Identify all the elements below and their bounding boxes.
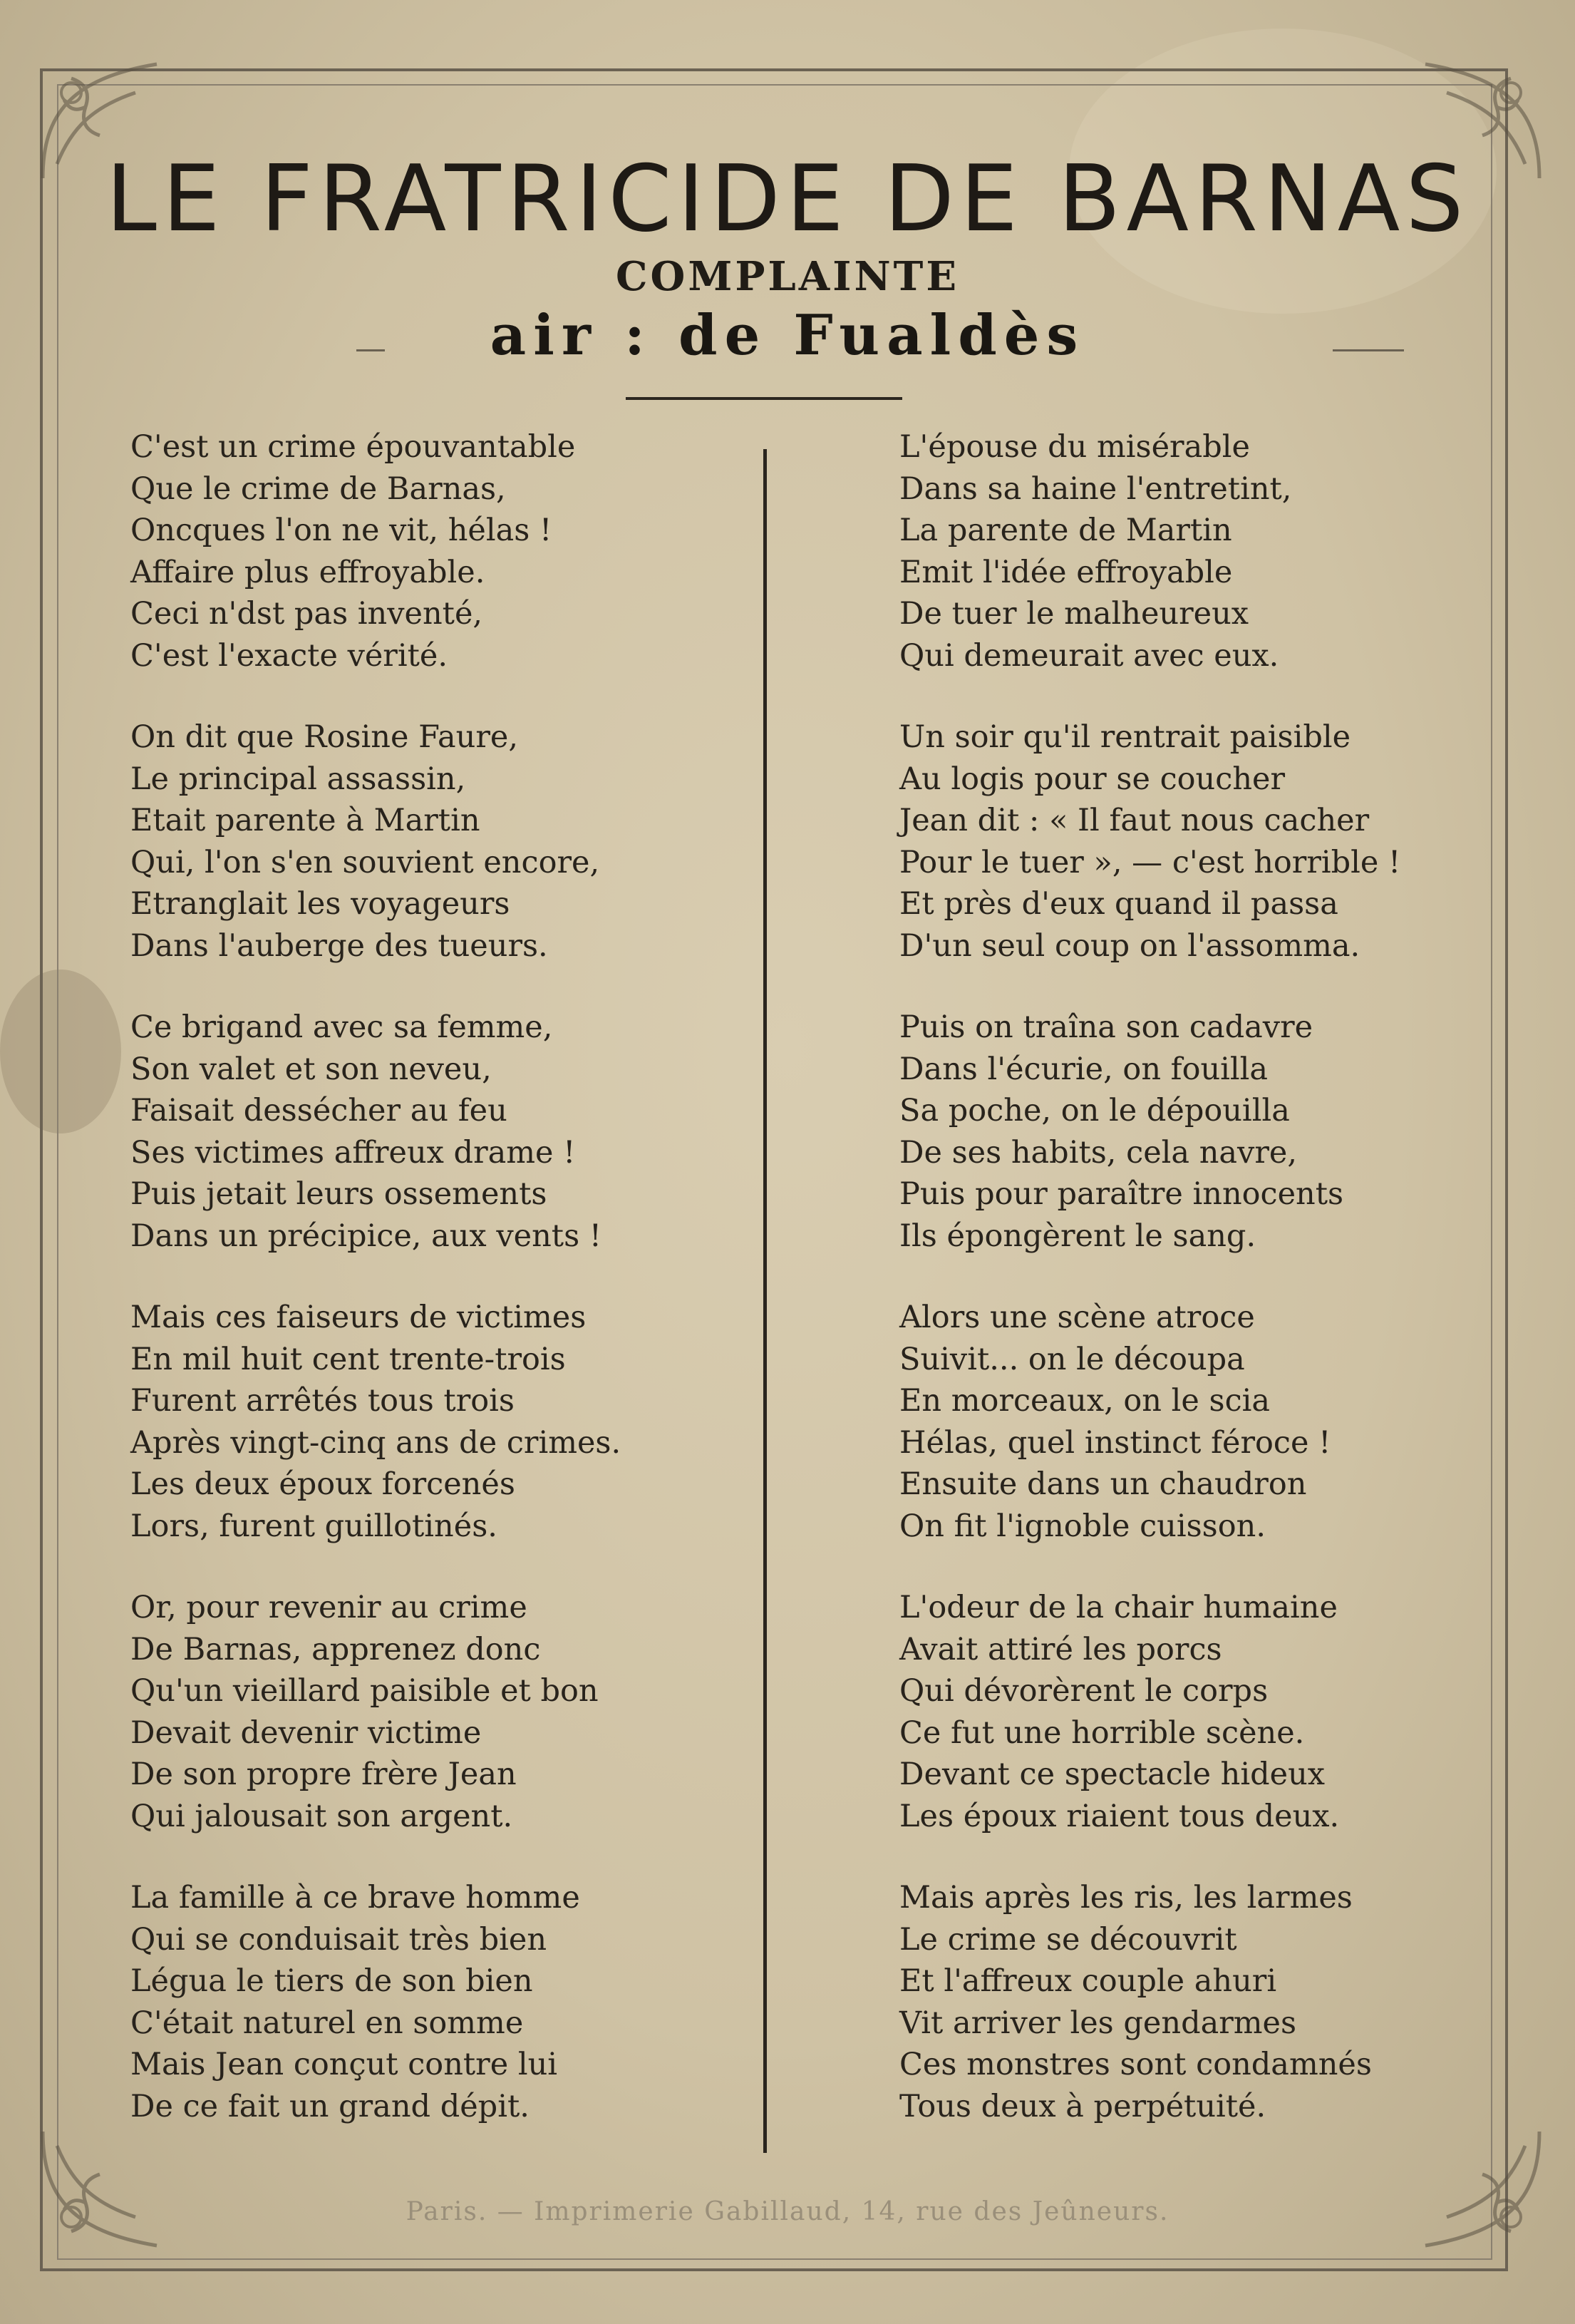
stanza (899, 426, 1541, 677)
verse-line: Puis pour paraître innocents (899, 1176, 1344, 1212)
verse-line: Puis jetait leurs ossements (130, 1176, 547, 1212)
verse-line: Mais ces faiseurs de victimes (130, 1300, 587, 1335)
page-title: LE FRATRICIDE DE BARNAS (105, 146, 1470, 252)
stanza (130, 1587, 772, 1837)
verse-line: Mais Jean conçut contre lui (130, 2047, 558, 2082)
verse-line: Lors, furent guillotinés. (130, 1508, 497, 1544)
verse-line: Ces monstres sont condamnés (899, 2047, 1372, 2082)
verse-line: Ce brigand avec sa femme, (130, 1009, 553, 1045)
right-column (899, 426, 1541, 2167)
subtitle: COMPLAINTE (615, 253, 959, 300)
left-column (130, 426, 772, 2167)
verse-line: Mais après les ris, les larmes (899, 1880, 1353, 1916)
column-divider (763, 449, 767, 2153)
verse-line: C'est un crime épouvantable (130, 429, 576, 465)
verse-line: Au logis pour se coucher (899, 761, 1286, 797)
printer-footer: Paris. — Imprimerie Gabillaud, 14, rue des Jeûneurs. (406, 2197, 1169, 2226)
verse-line: Un soir qu'il rentrait paisible (899, 719, 1351, 755)
verse-line: Le crime se découvrit (899, 1921, 1237, 1958)
verse-line: En mil huit cent trente-trois (130, 1341, 566, 1377)
verse-line: Suivit... on le découpa (899, 1341, 1245, 1377)
verse-line: Après vingt-cinq ans de crimes. (130, 1424, 621, 1461)
verse-line: Les deux époux forcenés (130, 1466, 515, 1502)
verse-line: Dans sa haine l'entretint, (899, 471, 1292, 507)
verse-line: Ce fut une horrible scène. (899, 1714, 1305, 1751)
verse-line: C'est l'exacte vérité. (130, 637, 448, 674)
stanza (130, 1297, 772, 1547)
verse-line: Etait parente à Martin (130, 803, 480, 838)
verse-line: L'odeur de la chair humaine (899, 1590, 1338, 1625)
verse-line: Qui se conduisait très bien (130, 1921, 547, 1958)
verse-line: Le principal assassin, (130, 761, 466, 797)
verse-line: Vit arriver les gendarmes (899, 2005, 1297, 2041)
verse-line: Ceci n'dst pas inventé, (130, 596, 483, 632)
verse-line: Pour le tuer », — c'est horrible ! (899, 844, 1401, 880)
verse-line: Que le crime de Barnas, (130, 471, 506, 507)
verse-line: Etranglait les voyageurs (130, 886, 510, 922)
verse-line: L'épouse du misérable (899, 429, 1250, 465)
verse-line: De son propre frère Jean (130, 1757, 517, 1792)
verse-line: Légua le tiers de son bien (130, 1963, 533, 1999)
verse-line: Devant ce spectacle hideux (899, 1757, 1326, 1792)
verse-line: Tous deux à perpétuité. (899, 2088, 1266, 2124)
stanza (899, 1587, 1541, 1837)
verse-line: La famille à ce brave homme (130, 1880, 580, 1916)
verse-line: Et près d'eux quand il passa (899, 886, 1338, 922)
verse-line: Qu'un vieillard paisible et bon (130, 1673, 599, 1709)
stanza (899, 1007, 1541, 1257)
verse-line: De ses habits, cela navre, (899, 1134, 1298, 1171)
dash-rule (1333, 349, 1404, 351)
verse-line: D'un seul coup on l'assomma. (899, 927, 1360, 964)
verse-line: Son valet et son neveu, (130, 1051, 492, 1087)
verse-line: Ils épongèrent le sang. (899, 1218, 1256, 1254)
verse-line: La parente de Martin (899, 513, 1232, 548)
tune-line: air : de Fualdès (490, 303, 1085, 368)
verse-line: Sa poche, on le dépouilla (899, 1093, 1290, 1128)
verse-line: Ensuite dans un chaudron (899, 1466, 1307, 1502)
verse-line: Affaire plus effroyable. (130, 554, 485, 590)
verse-line: De tuer le malheureux (899, 596, 1249, 632)
verse-line: Alors une scène atroce (899, 1300, 1255, 1335)
stanza (899, 1297, 1541, 1547)
verse-line: Qui jalousait son argent. (130, 1798, 513, 1834)
stanza (130, 1007, 772, 1257)
title-rule (626, 397, 902, 400)
verse-line: Furent arrêtés tous trois (130, 1383, 515, 1419)
verse-line: De Barnas, apprenez donc (130, 1631, 541, 1667)
verse-line: Puis on traîna son cadavre (899, 1009, 1313, 1045)
verse-line: Qui, l'on s'en souvient encore, (130, 844, 600, 880)
verse-line: Ses victimes affreux drame ! (130, 1134, 576, 1171)
dash-rule (356, 349, 385, 351)
verse-line: Avait attiré les porcs (899, 1631, 1222, 1667)
verse-line: On fit l'ignoble cuisson. (899, 1508, 1266, 1544)
verse-line: De ce fait un grand dépit. (130, 2088, 530, 2124)
stanza (899, 716, 1541, 967)
verse-line: Hélas, quel instinct féroce ! (899, 1424, 1331, 1461)
verse-line: On dit que Rosine Faure, (130, 719, 518, 755)
verse-line: Or, pour revenir au crime (130, 1590, 527, 1625)
verse-line: Et l'affreux couple ahuri (899, 1963, 1277, 1999)
verse-line: Dans l'écurie, on fouilla (899, 1051, 1269, 1087)
verse-line: Les époux riaient tous deux. (899, 1798, 1340, 1834)
stanza (130, 426, 772, 677)
verse-line: C'était naturel en somme (130, 2005, 524, 2041)
verse-line: Oncques l'on ne vit, hélas ! (130, 513, 552, 548)
stanza (130, 716, 772, 967)
verse-line: Dans un précipice, aux vents ! (130, 1218, 602, 1254)
verse-line: Qui dévorèrent le corps (899, 1673, 1269, 1709)
verse-line: Qui demeurait avec eux. (899, 637, 1279, 674)
verse-line: Devait devenir victime (130, 1714, 482, 1751)
verse-line: Faisait dessécher au feu (130, 1093, 507, 1128)
verse-line: Dans l'auberge des tueurs. (130, 927, 548, 964)
verse-line: Emit l'idée effroyable (899, 554, 1233, 590)
verse-line: Jean dit : « Il faut nous cacher (899, 803, 1370, 838)
stanza (899, 1877, 1541, 2127)
verse-line: En morceaux, on le scia (899, 1383, 1271, 1419)
stanza (130, 1877, 772, 2127)
